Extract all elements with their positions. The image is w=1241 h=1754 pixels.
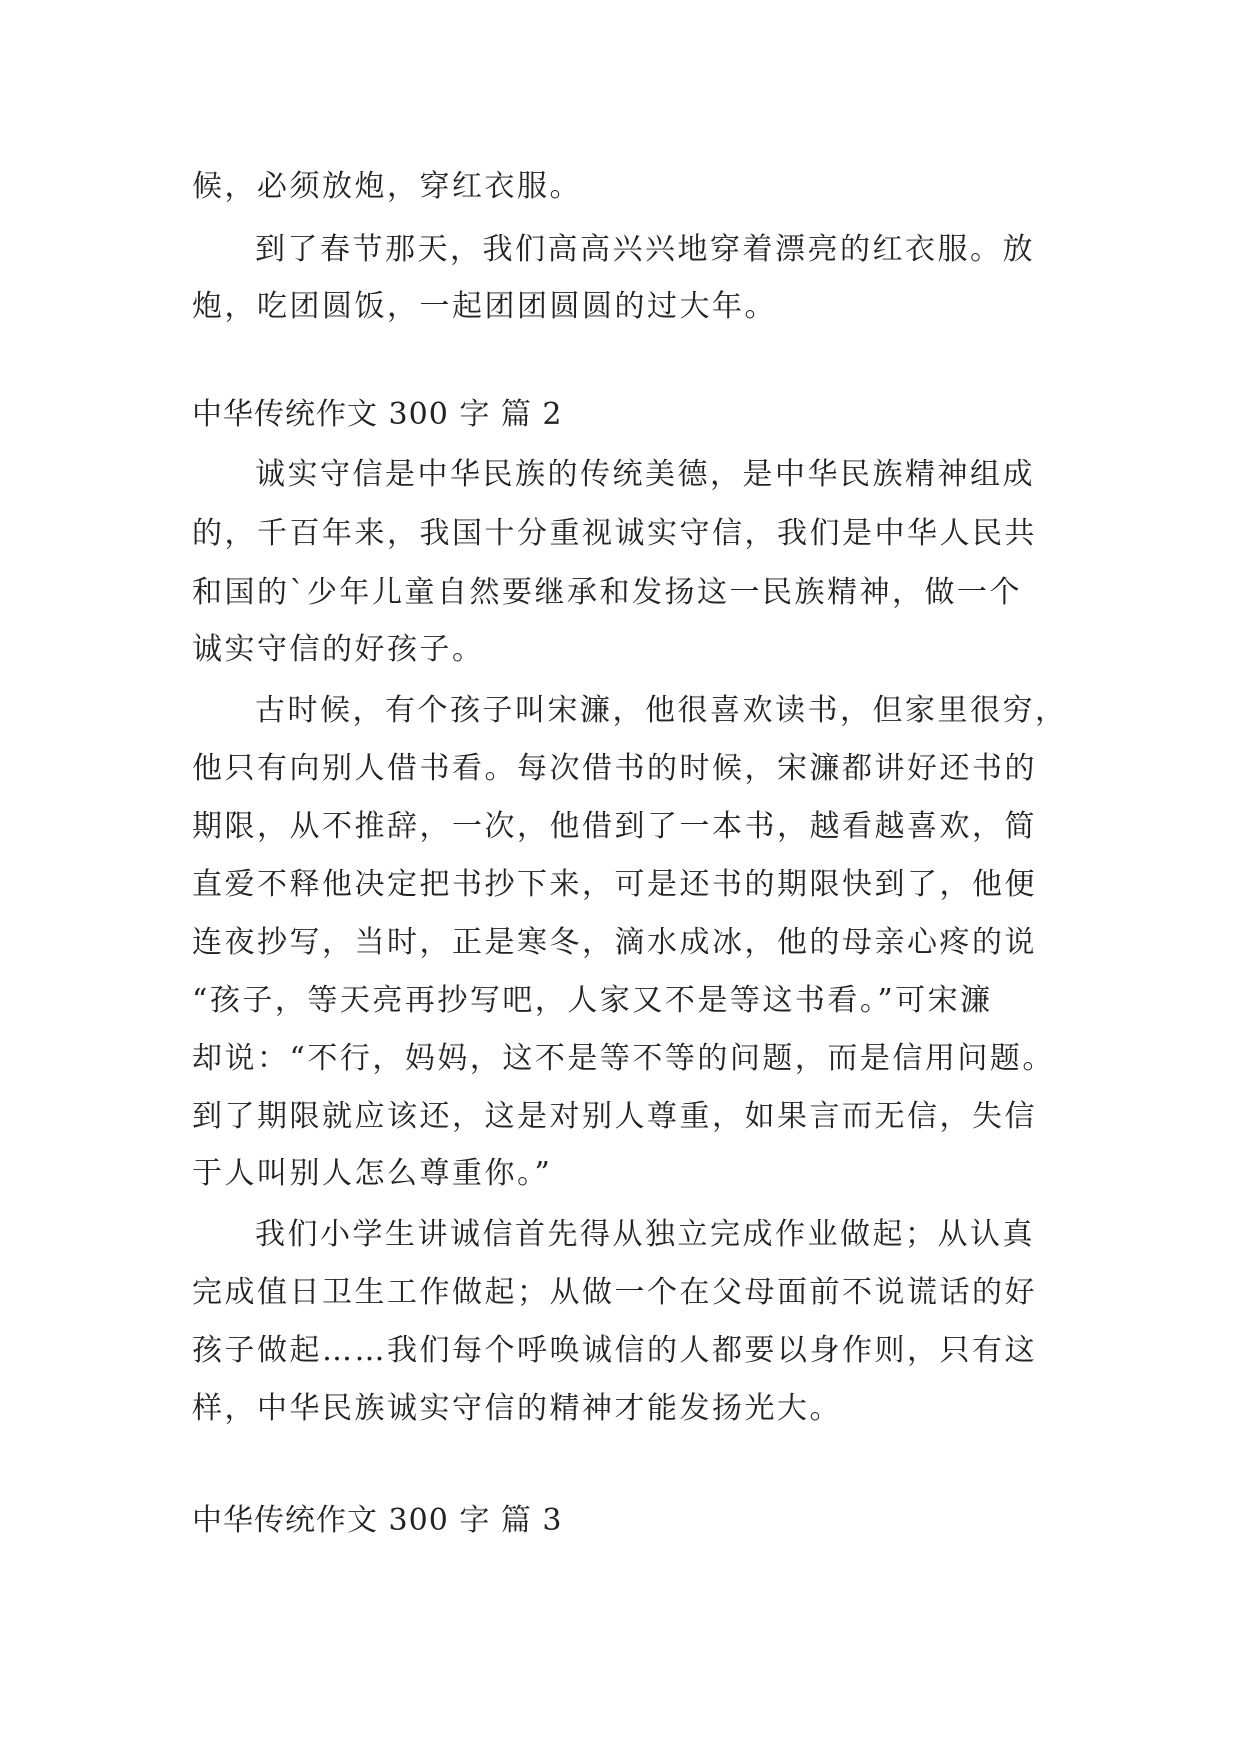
paragraph-line: 的，千百年来，我国十分重视诚实守信，我们是中华人民共 (192, 516, 1037, 551)
section-heading: 中华传统作文 300 字 篇 3 (192, 1503, 563, 1538)
paragraph-line: 他只有向别人借书看。每次借书的时候，宋濂都讲好还书的 (192, 751, 1037, 786)
paragraph-line: 到了期限就应该还，这是对别人尊重，如果言而无信，失信 (192, 1099, 1037, 1134)
paragraph-line: 和国的`少年儿童自然要继承和发扬这一民族精神，做一个 (192, 575, 1022, 610)
paragraph-line: 诚实守信的好孩子。 (192, 632, 485, 667)
paragraph-line: 古时候，有个孩子叫宋濂，他很喜欢读书，但家里很穷， (255, 693, 1068, 728)
paragraph-line: 样，中华民族诚实守信的精神才能发扬光大。 (192, 1391, 842, 1426)
paragraph-line: “孩子，等天亮再抄写吧，人家又不是等这书看。”可宋濂 (192, 983, 993, 1018)
paragraph-line: 于人叫别人怎么尊重你。” (192, 1156, 553, 1191)
paragraph-line: 我们小学生讲诚信首先得从独立完成作业做起；从认真 (255, 1217, 1035, 1252)
paragraph-line: 到了春节那天，我们高高兴兴地穿着漂亮的红衣服。放 (255, 232, 1035, 267)
paragraph-line: 连夜抄写，当时，正是寒冬，滴水成冰，他的母亲心疼的说 (192, 925, 1037, 960)
section-heading: 中华传统作文 300 字 篇 2 (192, 397, 563, 432)
paragraph-line: 炮，吃团圆饭，一起团团圆圆的过大年。 (192, 289, 777, 324)
paragraph-line: 直爱不释他决定把书抄下来，可是还书的期限快到了，他便 (192, 867, 1037, 902)
paragraph-line: 却说：“不行，妈妈，这不是等不等的问题，而是信用问题。 (192, 1041, 1055, 1076)
paragraph-line: 诚实守信是中华民族的传统美德，是中华民族精神组成 (255, 457, 1035, 492)
paragraph-line: 期限，从不推辞，一次，他借到了一本书，越看越喜欢，简 (192, 809, 1037, 844)
paragraph-line: 孩子做起……我们每个呼唤诚信的人都要以身作则，只有这 (192, 1333, 1037, 1368)
paragraph-line: 完成值日卫生工作做起；从做一个在父母面前不说谎话的好 (192, 1275, 1037, 1310)
paragraph-line: 候，必须放炮，穿红衣服。 (192, 169, 582, 204)
